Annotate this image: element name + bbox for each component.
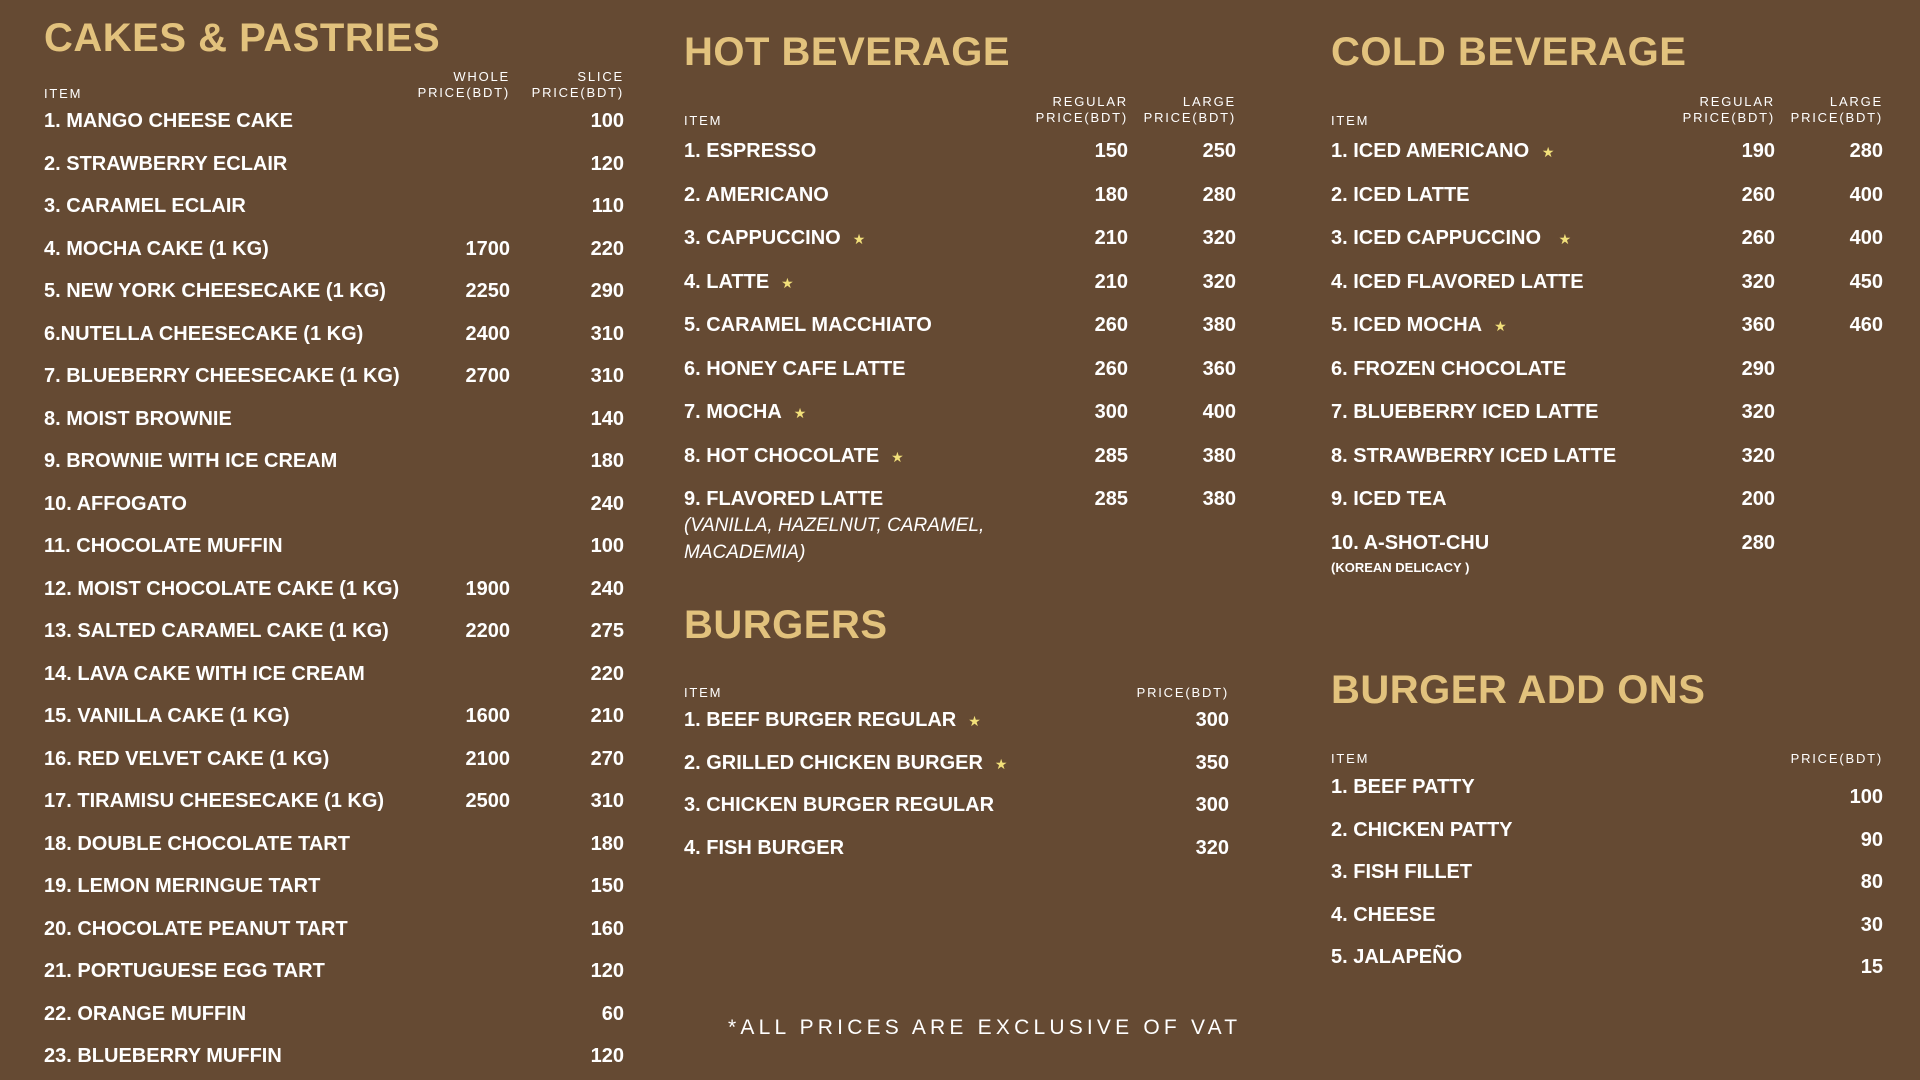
cake-slice-price: 120 (590, 152, 624, 175)
hot-beverage-row (684, 184, 1236, 210)
cake-slice-price: 310 (590, 790, 624, 812)
cold-regular-price: 280 (1741, 531, 1775, 554)
hot-item-name: 1. ESPRESSO (684, 140, 817, 162)
cake-item-name: 6.NUTELLA CHEESECAKE (1 KG) (44, 322, 364, 345)
cake-slice-price: 180 (590, 450, 624, 472)
cold-large-price: 460 (1849, 314, 1883, 336)
burger-item-name: 1. BEEF BURGER REGULAR (684, 709, 957, 731)
cake-item-name: 4. MOCHA CAKE (1 KG) (44, 237, 269, 260)
star-icon: ★ (1494, 318, 1507, 334)
cake-slice-price: 210 (590, 705, 624, 727)
cold-item-name: 9. ICED TEA (1331, 488, 1447, 510)
cold-large-price: 280 (1849, 140, 1883, 162)
cold-item-name: 5. ICED MOCHA (1331, 314, 1483, 336)
cold-item-name: 6. FROZEN CHOCOLATE (1331, 357, 1567, 380)
addons-col-item: ITEM (1331, 751, 1370, 766)
cake-row (44, 1045, 624, 1071)
cold-beverage-section (1331, 30, 1883, 590)
addon-row (1331, 861, 1883, 901)
cold-beverage-row (1331, 140, 1883, 166)
cold-item-name: 2. ICED LATTE (1331, 183, 1470, 206)
cake-row (44, 747, 624, 774)
burger-item-name: 3. CHICKEN BURGER REGULAR (684, 794, 995, 816)
cake-item-name: 15. VANILLA CAKE (1 KG) (44, 705, 290, 727)
cold-item-name: 8. STRAWBERRY ICED LATTE (1331, 444, 1617, 467)
burger-price: 320 (1195, 836, 1229, 859)
cold-regular-price: 360 (1741, 314, 1775, 336)
cake-row (44, 535, 624, 561)
hot-regular-price: 260 (1094, 357, 1128, 380)
addon-item-name: 3. FISH FILLET (1331, 861, 1473, 883)
cold-regular-price: 190 (1741, 140, 1775, 162)
cake-item-name: 22. ORANGE MUFFIN (44, 1002, 247, 1025)
cake-row (44, 237, 624, 264)
hot-beverage-section (684, 30, 1236, 570)
cakes-col-whole: WHOLE PRICE(BDT) (417, 69, 510, 100)
hot-beverage-heading: HOT BEVERAGE (684, 30, 1011, 74)
cake-slice-price: 180 (590, 832, 624, 855)
addon-item-name: 2. CHICKEN PATTY (1331, 818, 1513, 841)
addon-item-name: 1. BEEF PATTY (1331, 776, 1475, 798)
star-icon: ★ (1541, 144, 1555, 160)
cakes-col-item: ITEM (44, 86, 83, 101)
cold-beverage-row (1331, 488, 1883, 514)
star-icon: ★ (994, 755, 1008, 772)
cold-item-name: 7. BLUEBERRY ICED LATTE (1331, 401, 1599, 423)
cake-item-name: 8. MOIST BROWNIE (44, 407, 232, 430)
hot-large-price: 280 (1202, 183, 1236, 206)
cold-beverage-row (1331, 358, 1883, 384)
burger-item-name: 2. GRILLED CHICKEN BURGER (684, 751, 983, 774)
burgers-heading: BURGERS (684, 603, 888, 647)
cake-row (44, 705, 624, 731)
cake-slice-price: 140 (590, 407, 624, 430)
cake-item-name: 10. AFFOGATO (44, 492, 187, 515)
cake-item-name: 7. BLUEBERRY CHEESECAKE (1 KG) (44, 365, 400, 387)
cake-row (44, 662, 624, 689)
cold-regular-price: 320 (1741, 401, 1775, 423)
hot-item-name: 7. MOCHA (684, 401, 782, 423)
burger-row (684, 752, 1229, 778)
cake-row (44, 365, 624, 391)
cake-slice-price: 310 (590, 322, 624, 345)
cake-item-name: 19. LEMON MERINGUE TART (44, 875, 321, 897)
cakes-section (44, 16, 624, 1076)
cake-row (44, 875, 624, 901)
cake-item-name: 18. DOUBLE CHOCOLATE TART (44, 832, 350, 855)
cake-slice-price: 120 (590, 960, 624, 982)
cake-slice-price: 310 (590, 365, 624, 387)
cake-whole-price: 2100 (465, 747, 510, 770)
cake-item-name: 17. TIRAMISU CHEESECAKE (1 KG) (44, 790, 385, 812)
cold-beverage-row (1331, 314, 1883, 340)
hot-regular-price: 210 (1094, 227, 1128, 249)
cold-col-regular: REGULAR PRICE(BDT) (1682, 94, 1775, 125)
star-icon: ★ (781, 274, 794, 291)
addons-section (1331, 668, 1883, 988)
hot-large-price: 360 (1202, 357, 1236, 380)
vat-footer-note: *ALL PRICES ARE EXCLUSIVE OF VAT (728, 1016, 1242, 1039)
hot-regular-price: 300 (1094, 401, 1128, 423)
cake-row (44, 322, 624, 349)
cake-whole-price: 1700 (465, 237, 510, 260)
hot-beverage-row (684, 271, 1236, 297)
star-icon: ★ (793, 405, 807, 421)
hot-beverage-row (684, 358, 1236, 384)
cold-beverage-row (1331, 445, 1883, 471)
cake-whole-price: 1600 (465, 705, 510, 727)
cake-item-name: 1. MANGO CHEESE CAKE (44, 110, 293, 132)
cold-item-name: 4. ICED FLAVORED LATTE (1331, 270, 1584, 293)
addon-price: 90 (1860, 828, 1883, 851)
cake-item-name: 9. BROWNIE WITH ICE CREAM (44, 450, 338, 472)
cake-slice-price: 60 (601, 1002, 624, 1025)
cake-row (44, 790, 624, 816)
burgers-col-price: PRICE(BDT) (1136, 685, 1229, 700)
cake-item-name: 23. BLUEBERRY MUFFIN (44, 1045, 282, 1067)
cold-regular-price: 260 (1741, 183, 1775, 206)
hot-regular-price: 180 (1094, 183, 1128, 206)
cake-whole-price: 2700 (465, 365, 510, 387)
hot-regular-price: 260 (1094, 314, 1128, 336)
cake-row (44, 195, 624, 221)
cakes-col-slice: SLICE PRICE(BDT) (531, 69, 624, 100)
burgers-section (684, 603, 1229, 863)
addon-row (1331, 946, 1883, 986)
addon-item-name: 5. JALAPEÑO (1331, 946, 1463, 968)
cake-row (44, 620, 624, 646)
hot-beverage-row (684, 445, 1236, 471)
cake-slice-price: 220 (590, 237, 624, 260)
hot-large-price: 320 (1202, 270, 1236, 293)
cold-beverage-heading: COLD BEVERAGE (1331, 30, 1687, 74)
cake-row (44, 280, 624, 306)
burger-row (684, 837, 1229, 863)
cold-regular-price: 320 (1741, 270, 1775, 293)
addon-price: 80 (1860, 871, 1883, 893)
cake-slice-price: 150 (590, 875, 624, 897)
hot-item-name: 6. HONEY CAFE LATTE (684, 357, 906, 380)
addon-row (1331, 776, 1883, 816)
addon-row (1331, 819, 1883, 859)
addon-price: 100 (1849, 786, 1883, 808)
cold-item-name: 1. ICED AMERICANO (1331, 140, 1530, 162)
hot-beverage-row (684, 401, 1236, 427)
cake-slice-price: 240 (590, 577, 624, 600)
hot-large-price: 380 (1202, 444, 1236, 467)
cake-slice-price: 110 (591, 195, 624, 217)
addon-price: 30 (1860, 913, 1883, 936)
cake-slice-price: 275 (590, 620, 624, 642)
cold-col-large: LARGE PRICE(BDT) (1790, 94, 1883, 125)
hot-beverage-row (684, 140, 1236, 166)
flavor-note: (VANILLA, HAZELNUT, CARAMEL, MACADEMIA) (684, 515, 985, 563)
hot-beverage-row (684, 227, 1236, 253)
cold-large-price: 400 (1849, 227, 1883, 249)
burgers-col-item: ITEM (684, 685, 723, 700)
hot-item-name: 4. LATTE (684, 270, 770, 293)
cake-slice-price: 100 (590, 535, 624, 557)
burger-row (684, 709, 1229, 735)
cold-beverage-row (1331, 271, 1883, 297)
cold-regular-price: 260 (1741, 227, 1775, 249)
hot-beverage-row (684, 488, 1236, 514)
cake-whole-price: 1900 (465, 577, 510, 600)
burger-row (684, 794, 1229, 820)
cold-beverage-row (1331, 532, 1883, 558)
cake-whole-price: 2250 (465, 280, 510, 302)
hot-large-price: 320 (1202, 227, 1236, 249)
star-icon: ★ (968, 713, 981, 729)
cake-slice-price: 290 (590, 280, 624, 302)
cold-large-price: 400 (1849, 183, 1883, 206)
cake-item-name: 13. SALTED CARAMEL CAKE (1 KG) (44, 620, 389, 642)
cold-regular-price: 320 (1741, 444, 1775, 467)
burger-price: 300 (1195, 794, 1229, 816)
hot-regular-price: 210 (1094, 270, 1128, 293)
hot-beverage-row (684, 314, 1236, 340)
korean-delicacy-note: (KOREAN DELICACY ) (1331, 560, 1470, 575)
cake-row (44, 450, 624, 476)
hot-item-name: 2. AMERICANO (684, 183, 829, 206)
cake-whole-price: 2200 (465, 620, 510, 642)
cake-slice-price: 240 (590, 492, 624, 515)
hot-large-price: 380 (1202, 488, 1236, 510)
star-icon: ★ (1558, 231, 1572, 247)
star-icon: ★ (891, 448, 904, 465)
addon-item-name: 4. CHEESE (1331, 903, 1436, 926)
cake-row (44, 917, 624, 944)
hot-large-price: 400 (1202, 401, 1236, 423)
cake-row (44, 832, 624, 859)
cold-large-price: 450 (1849, 270, 1883, 293)
cake-row (44, 492, 624, 519)
cake-item-name: 16. RED VELVET CAKE (1 KG) (44, 747, 330, 770)
hot-large-price: 380 (1202, 314, 1236, 336)
cake-row (44, 1002, 624, 1029)
cake-slice-price: 220 (590, 662, 624, 685)
cake-item-name: 5. NEW YORK CHEESECAKE (1 KG) (44, 280, 386, 302)
hot-regular-price: 150 (1094, 140, 1128, 162)
hot-col-large: LARGE PRICE(BDT) (1143, 94, 1236, 125)
cold-beverage-row (1331, 184, 1883, 210)
cake-row (44, 110, 624, 136)
cake-item-name: 14. LAVA CAKE WITH ICE CREAM (44, 662, 365, 685)
cake-row (44, 577, 624, 604)
cold-regular-price: 290 (1741, 357, 1775, 380)
cake-row (44, 152, 624, 179)
cold-col-item: ITEM (1331, 113, 1370, 128)
cake-item-name: 11. CHOCOLATE MUFFIN (44, 535, 283, 557)
burger-item-name: 4. FISH BURGER (684, 836, 845, 859)
burger-price: 350 (1195, 751, 1229, 774)
hot-large-price: 250 (1202, 140, 1236, 162)
hot-col-item: ITEM (684, 113, 723, 128)
cake-item-name: 2. STRAWBERRY ECLAIR (44, 152, 288, 175)
hot-regular-price: 285 (1094, 488, 1128, 510)
burger-price: 300 (1195, 709, 1229, 731)
hot-item-name: 5. CARAMEL MACCHIATO (684, 314, 932, 336)
cake-item-name: 20. CHOCOLATE PEANUT TART (44, 917, 348, 940)
cake-item-name: 3. CARAMEL ECLAIR (44, 195, 246, 217)
cake-item-name: 12. MOIST CHOCOLATE CAKE (1 KG) (44, 577, 400, 600)
hot-col-regular: REGULAR PRICE(BDT) (1035, 94, 1128, 125)
addon-row (1331, 904, 1883, 944)
cake-slice-price: 160 (590, 917, 624, 940)
cake-slice-price: 270 (590, 747, 624, 770)
cakes-heading: CAKES & PASTRIES (44, 16, 441, 60)
cold-beverage-row (1331, 227, 1883, 253)
cake-item-name: 21. PORTUGUESE EGG TART (44, 960, 325, 982)
addons-col-price: PRICE(BDT) (1790, 751, 1883, 766)
cake-whole-price: 2400 (465, 322, 510, 345)
cake-row (44, 960, 624, 986)
hot-item-name: 9. FLAVORED LATTE (684, 488, 884, 510)
cake-whole-price: 2500 (465, 790, 510, 812)
star-icon: ★ (852, 231, 866, 247)
hot-item-name: 3. CAPPUCCINO (684, 227, 841, 249)
cake-slice-price: 100 (590, 110, 624, 132)
addons-heading: BURGER ADD ONS (1331, 668, 1706, 712)
hot-item-name: 8. HOT CHOCOLATE (684, 444, 880, 467)
cake-row (44, 407, 624, 434)
cake-slice-price: 120 (590, 1045, 624, 1067)
hot-regular-price: 285 (1094, 444, 1128, 467)
addon-price: 15 (1860, 956, 1883, 978)
cold-item-name: 3. ICED CAPPUCCINO (1331, 227, 1542, 249)
cold-regular-price: 200 (1741, 488, 1775, 510)
cold-beverage-row (1331, 401, 1883, 427)
cold-item-name: 10. A-SHOT-CHU (1331, 531, 1490, 554)
